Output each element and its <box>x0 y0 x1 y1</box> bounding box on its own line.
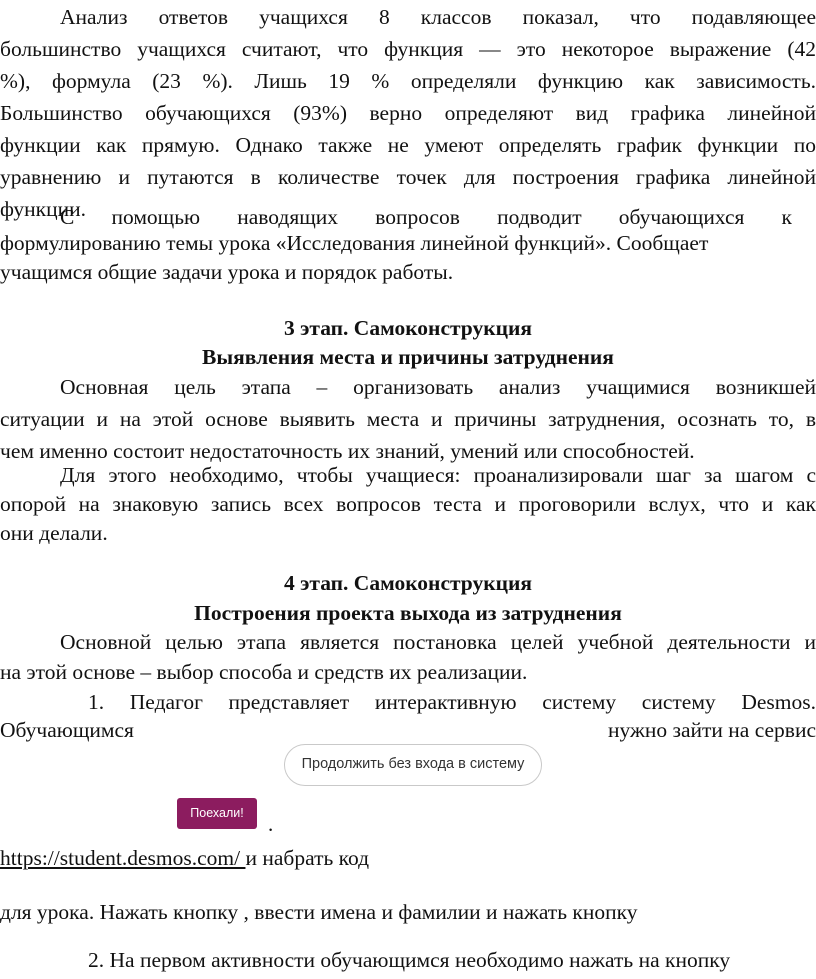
go-button[interactable]: Поехали! <box>177 798 257 829</box>
link-line <box>0 843 816 873</box>
item1-line-2-left: Обучающимся <box>0 718 134 742</box>
stage3-subtitle: Выявления места и причины затруднения <box>202 345 614 369</box>
paragraph3-line-2: ситуации и на этой основе выявить места и причины затруднения, осознать то, в <box>0 407 816 431</box>
paragraph5-line-1: Основной целью этапа является постановка целей учебной деятельности и <box>60 630 816 654</box>
paragraph1-line-4: Большинство обучающихся (93%) верно определяют вид графика линейной <box>0 101 816 125</box>
paragraph4-line-2: опорой на знаковую запись всех вопросов теста и проговорили вслух, что и как <box>0 492 816 516</box>
paragraph1-line-7: функции. <box>0 197 86 221</box>
stage3-title: 3 этап. Самоконструкция <box>283 316 533 340</box>
paragraph1-line-1: Анализ ответов учащихся 8 классов показал, что подавляющее <box>60 5 816 29</box>
item1-line-2 <box>0 715 816 745</box>
code-line: для урока. Нажать кнопку , ввести имена и фамилии и нажать кнопку <box>0 900 638 924</box>
link-after-text: и набрать код <box>245 846 370 870</box>
paragraph1-line-6: уравнению и путаются в количестве точек для построения графика линейной <box>0 165 816 189</box>
item1-line-2-right: нужно зайти на сервис <box>608 718 816 742</box>
paragraph5-line-2: на этой основе – выбор способа и средств их реализации. <box>0 660 528 684</box>
paragraph2-line-2: формулированию темы урока «Исследования линейной функций». Сообщает <box>0 231 709 255</box>
paragraph2-line-1: С помощью наводящих вопросов подводит обучающихся к <box>60 205 792 229</box>
paragraph3-line-3: чем именно состоит недостаточность их знаний, умений или способностей. <box>0 439 695 463</box>
continue-without-login-button[interactable]: Продолжить без входа в систему <box>284 744 542 786</box>
desmos-student-link[interactable]: https://student.desmos.com/ <box>0 846 246 870</box>
paragraph4-line-1: Для этого необходимо, чтобы учащиеся: проанализировали шаг за шагом с <box>60 463 816 487</box>
item2-line: 2. На первом активности обучающимся необходимо нажать на кнопку <box>88 948 731 972</box>
paragraph3-line-1: Основная цель этапа – организовать анализ учащимися возникшей <box>60 375 816 399</box>
item1-line-1: 1. Педагог представляет интерактивную систему систему Desmos. <box>88 690 816 714</box>
stage4-title: 4 этап. Самоконструкция <box>283 571 533 595</box>
paragraph1-line-2: большинство учащихся считают, что функция — это некоторое выражение (42 <box>0 37 816 61</box>
paragraph2-line-3: учащимся общие задачи урока и порядок работы. <box>0 260 454 284</box>
period-mark: . <box>268 812 274 836</box>
paragraph1-line-5: функции как прямую. Однако также не умеют определять график функции по <box>0 133 816 157</box>
stage4-subtitle: Построения проекта выхода из затруднения <box>194 601 622 625</box>
paragraph4-line-3: они делали. <box>0 521 108 545</box>
paragraph1-line-3: %), формула (23 %). Лишь 19 % определяли функцию как зависимость. <box>0 69 816 93</box>
